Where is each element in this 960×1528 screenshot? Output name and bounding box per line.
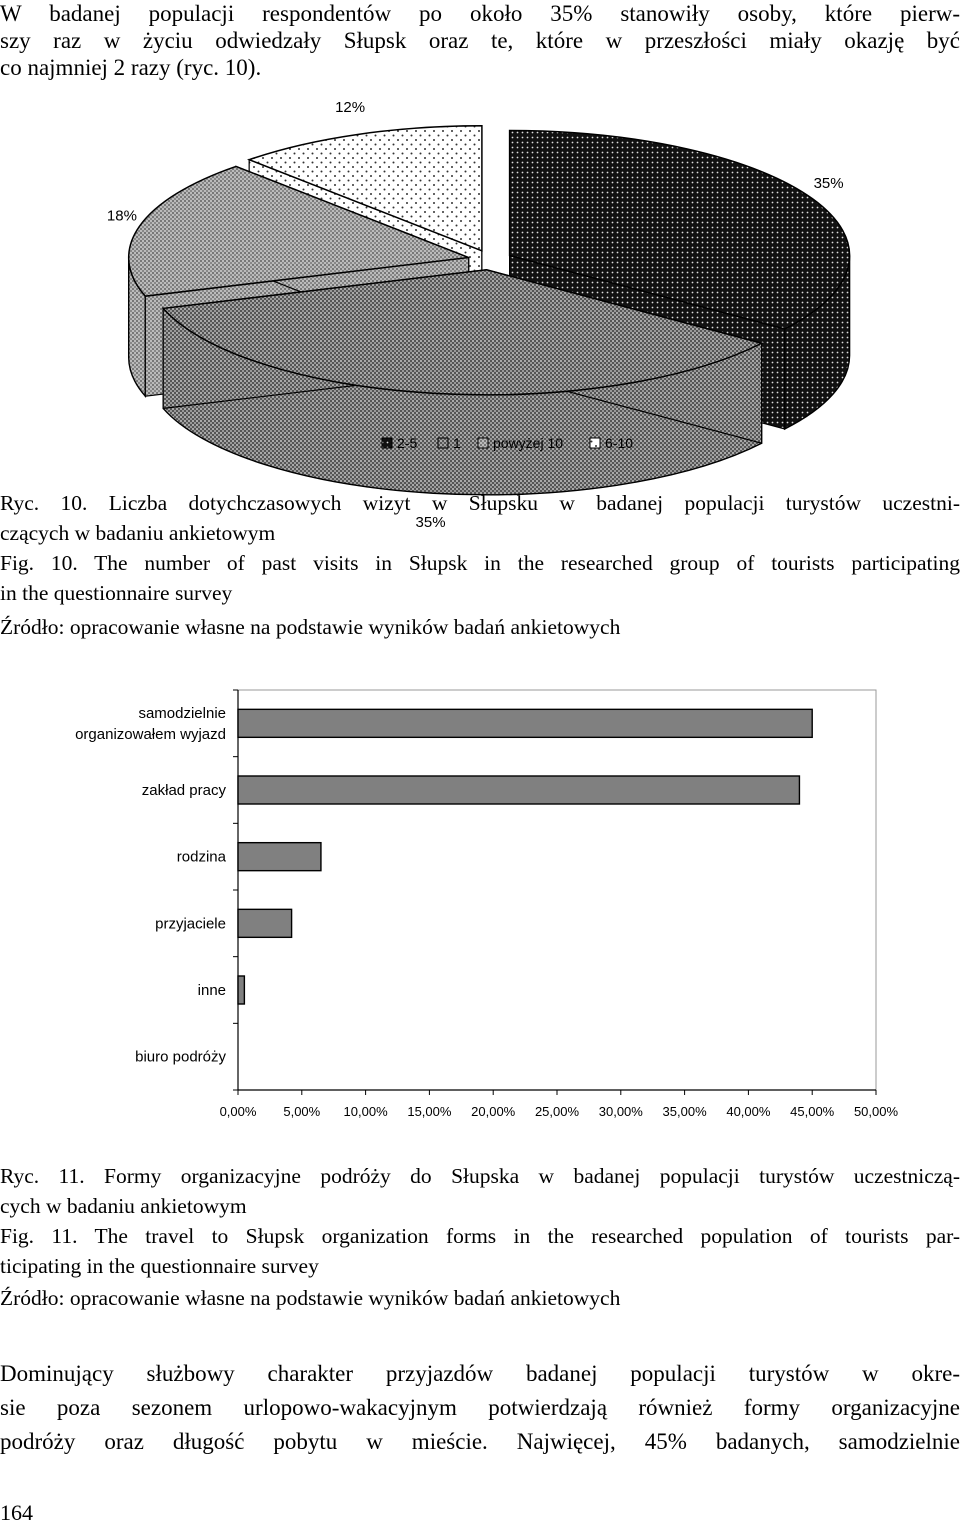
legend-label: 2-5 xyxy=(397,435,418,451)
x-tick-label: 20,00% xyxy=(471,1104,516,1119)
pie-data-label: 35% xyxy=(415,514,446,532)
x-tick-label: 25,00% xyxy=(534,1104,580,1119)
bar-category-label: przyjaciele xyxy=(155,915,226,933)
outro-line: Dominujący służbowy charakter przyjazdów badanej populacji turystów w okre- xyxy=(0,1361,960,1386)
bar-category-labels xyxy=(75,705,227,1066)
pie-data-label: 35% xyxy=(813,174,844,192)
fig11-caption-pl: Ryc. 11. Formy organizacyjne podróży do Słupska w badanej populacji turystów uczestniczą- xyxy=(0,1164,960,1188)
outro-line: podróży oraz długość pobytu w mieście. Najwięcej, 45% badanych, samodzielnie xyxy=(0,1429,960,1454)
x-tick-label: 50,00% xyxy=(853,1104,899,1119)
fig11-caption xyxy=(0,1161,960,1281)
x-tick-label: 40,00% xyxy=(726,1104,771,1119)
intro-line: szy raz w życiu odwiedzały Słupsk oraz te, które w przeszłości miały okazję być xyxy=(0,28,960,53)
outro-line: sie poza sezonem urlopowo-wakacyjnym potwierdzają również formy organizacyjne xyxy=(0,1395,960,1420)
bar xyxy=(238,776,799,804)
x-tick-label: 30,00% xyxy=(598,1104,643,1119)
intro-line: W badanej populacji respondentów po około 35% stanowiły osoby, które pierw- xyxy=(0,1,960,26)
fig10-caption xyxy=(0,488,960,608)
x-tick-label: 0,00% xyxy=(219,1104,257,1119)
bar-chart xyxy=(0,675,960,1145)
bar-category-label: biuro podróży xyxy=(135,1048,226,1066)
x-tick-label: 45,00% xyxy=(790,1104,835,1119)
bar-tick-labels xyxy=(220,1104,899,1119)
intro-line: co najmniej 2 razy (ryc. 10). xyxy=(0,55,262,80)
legend-swatch xyxy=(478,438,488,448)
bar xyxy=(238,976,244,1004)
legend-swatch xyxy=(438,438,448,448)
x-tick-label: 5,00% xyxy=(283,1104,321,1119)
pie-data-label: 18% xyxy=(106,207,137,225)
fig10-caption-en: in the questionnaire survey xyxy=(0,581,233,605)
legend-swatch xyxy=(590,438,600,448)
legend-label: 1 xyxy=(453,435,461,451)
page-number: 164 xyxy=(0,1500,33,1525)
fig10-caption-pl: czących w badaniu ankietowym xyxy=(0,521,276,545)
bar-category-label: rodzina xyxy=(176,848,226,866)
intro-paragraph xyxy=(0,0,960,81)
bar-axes xyxy=(233,690,876,1095)
x-tick-label: 10,00% xyxy=(343,1104,388,1119)
plot-area-border xyxy=(238,690,876,1090)
bar xyxy=(238,709,812,737)
fig11-caption-pl: cych w badaniu ankietowym xyxy=(0,1194,247,1218)
pie-slices xyxy=(129,126,850,495)
x-tick-label: 35,00% xyxy=(662,1104,707,1119)
legend-swatch xyxy=(382,438,392,448)
pie-data-label: 12% xyxy=(335,99,366,117)
fig10-caption-en: Fig. 10. The number of past visits in Słupsk in the researched group of tourists participating xyxy=(0,551,960,575)
legend-label: powyżej 10 xyxy=(493,435,564,451)
fig11-source: Źródło: opracowanie własne na podstawie wyników badań ankietowych xyxy=(0,1286,621,1310)
bar-category-label: zakład pracy xyxy=(141,782,226,799)
fig11-caption-en: Fig. 11. The travel to Słupsk organization forms in the researched population of tourists par- xyxy=(0,1224,960,1248)
bar-bars xyxy=(238,709,812,1004)
fig10-source: Źródło: opracowanie własne na podstawie wyników badań ankietowych xyxy=(0,615,621,639)
bar-category-label: inne xyxy=(197,982,226,999)
outro-paragraph xyxy=(0,1357,960,1459)
bar-category-label: samodzielnie organizowałem wyjazd xyxy=(75,704,226,743)
bar xyxy=(238,843,321,871)
fig10-caption-pl: Ryc. 10. Liczba dotychczasowych wizyt w Słupsku w badanej populacji turystów uczestni- xyxy=(0,491,960,515)
x-tick-label: 15,00% xyxy=(407,1104,452,1119)
fig11-caption-en: ticipating in the questionnaire survey xyxy=(0,1254,319,1278)
legend-label: 6-10 xyxy=(605,435,634,451)
bar xyxy=(238,909,292,937)
